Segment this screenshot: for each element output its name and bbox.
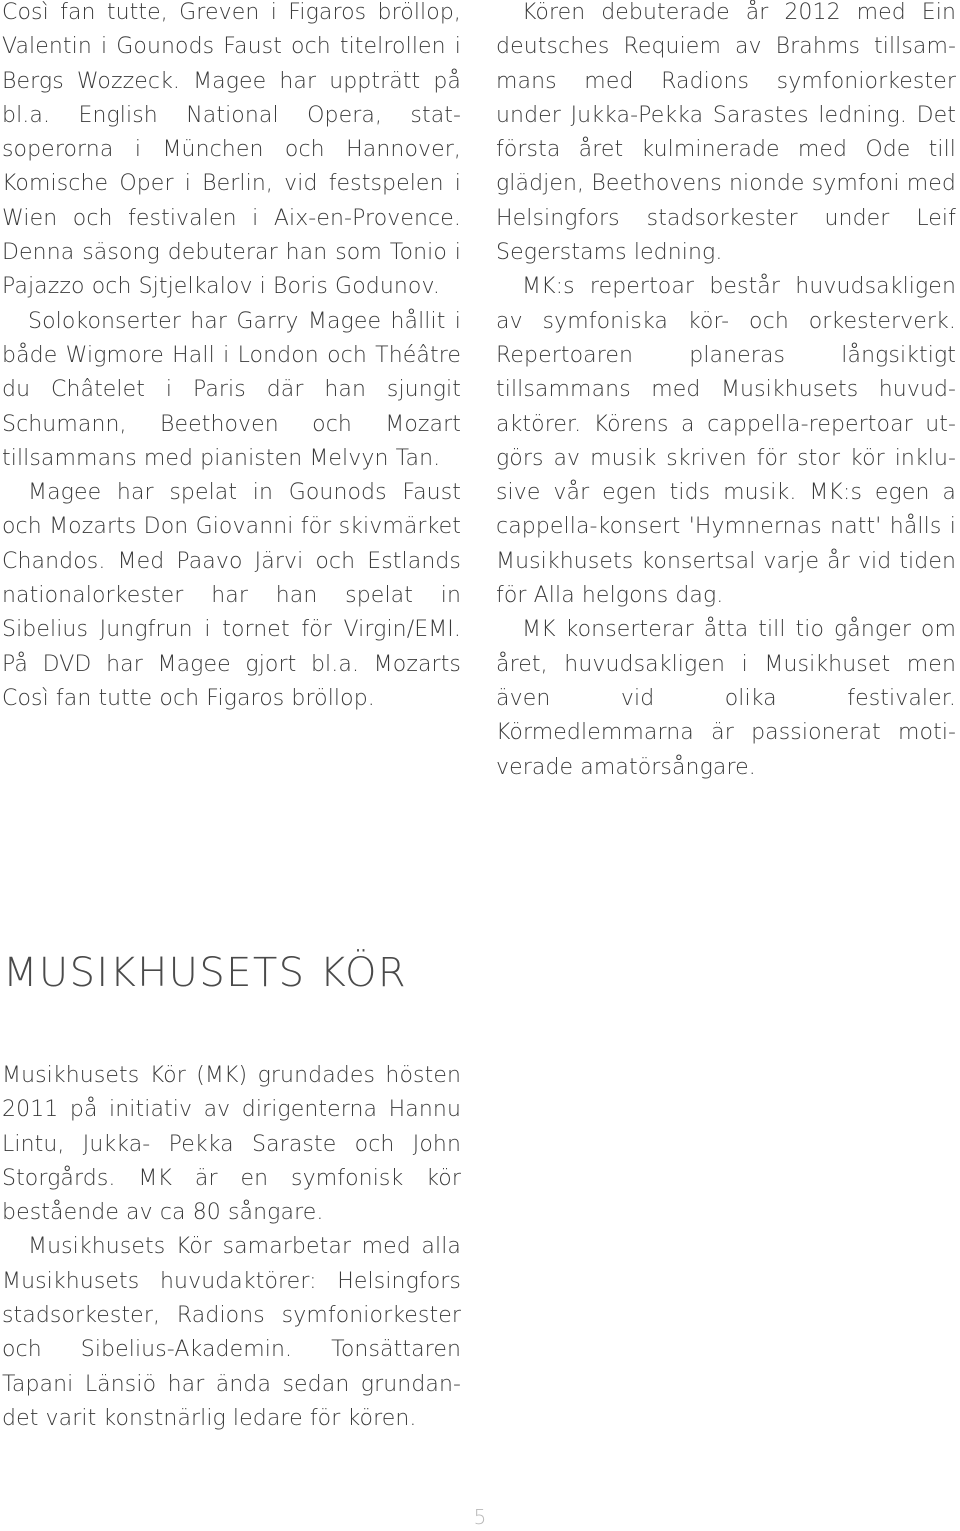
left-column: [2, 0, 461, 716]
section-body: [2, 1059, 461, 1436]
section-heading: MUSIKHUSETS KÖR: [3, 950, 408, 996]
page-number: 5: [473, 1505, 487, 1529]
left-paragraph-1: Così fan tutte, Greven i Figaros bröllop, Valentin i Gounods Faust och titelrollen i Bergs Wozzeck. Magee har uppträtt på bl.a. English National Opera, statsoperorna i München och Hannover, Komische Oper i Berlin, vid festspelen i Wien och festivalen i Aix-en-Provence. Denna säsong debuterar han som Tonio i Pajazzo och Sjtjelkalov i Boris Godunov.: [2, 0, 461, 300]
section-paragraph-1: Musikhusets Kör (MK) grundades hösten 2011 på initiativ av dirigenterna Hannu Lintu, Jukka- Pekka Saraste och John Storgårds. MK är en symfonisk kör bestående av ca 80 sångare.: [2, 1063, 461, 1226]
left-paragraph-3: Magee har spelat in Gounods Faust och Mozarts Don Giovanni för skivmärket Chandos. Med Paavo Järvi och Estlands nationalorkester har han spelat in Sibelius Jungfrun i tornet för Virgin/EMI. På DVD har Magee gjort bl.a. Mozarts Così fan tutte och Figaros bröllop.: [2, 480, 461, 711]
right-column: [496, 0, 956, 785]
right-paragraph-3: MK konserterar åtta till tio gånger om året, huvudsakligen i Musikhuset men även vid olika festivaler. Körmedlemmarna är passionerat motiverade amatörsångare.: [496, 617, 956, 780]
section-paragraph-2: Musikhusets Kör samarbetar med alla Musikhusets huvudaktörer: Helsingfors stadsorkester, Radions symfoniorkester och Sibelius-Akademin. Tonsättaren Tapani Länsiö har ända sedan grundandet varit konstnärlig ledare för kören.: [2, 1234, 461, 1431]
right-paragraph-2: MK:s repertoar består huvudsakligen av symfoniska kör- och orkesterverk. Repertoaren planeras långsiktigt tillsammans med Musikhusets huvudaktörer. Körens a cappella-repertoar utgörs av musik skriven för stor kör inklusive vår egen tids musik. MK:s egen a cappella-konsert 'Hymnernas natt' hålls i Musikhusets konsertsal varje år vid tiden för Alla helgons dag.: [496, 274, 956, 609]
left-paragraph-2: Solokonserter har Garry Magee hållit i både Wigmore Hall i London och Théâtre du Châtelet i Paris där han sjungit Schumann, Beethoven och Mozart tillsammans med pianisten Melvyn Tan.: [2, 308, 461, 471]
right-paragraph-1: Kören debuterade år 2012 med Ein deutsches Requiem av Brahms tillsammans med Radions symfoniorkester under Jukka-Pekka Sarastes ledning. Det första året kulminerade med Ode till glädjen, Beethovens nionde symfoni med Helsingfors stadsorkester under Leif Segerstams ledning.: [496, 0, 956, 266]
